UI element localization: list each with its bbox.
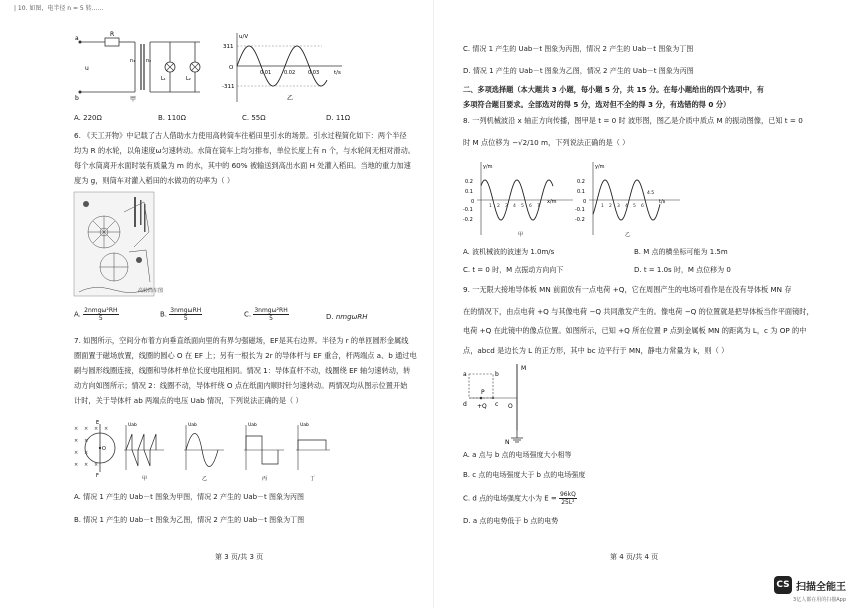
scanner-logo-icon: CS [774,576,792,594]
svg-text:0: 0 [471,199,475,205]
q5-option-a[interactable]: A. 220Ω [74,114,102,122]
scanner-watermark [774,576,846,603]
q8-wave-graph [463,160,578,240]
svg-text:×: × [74,438,79,444]
svg-text:3: 3 [505,204,508,209]
q9-line-2: 在的情况下，由点电荷 +Q 与其像电荷 −Q 共同激发产生的。像电荷 −Q 的位置就是把导体板当作平面镜时， [463,307,814,316]
svg-text:Uab: Uab [128,423,137,428]
svg-text:O: O [229,65,234,71]
svg-text:d: d [463,401,467,408]
svg-text:L₂: L₂ [186,76,191,82]
q8-option-b[interactable]: B. M 点的横坐标可能为 1.5m [634,248,728,256]
svg-text:×: × [104,426,109,432]
q8-vibration-graph [575,160,685,240]
svg-text:n₂: n₂ [146,58,152,64]
svg-text:y/m: y/m [595,164,605,170]
q5-voltage-graph [222,30,352,105]
top-fragment: | 10. 如图，电半径 n = 5 转…… [14,5,104,12]
svg-text:高转筒车图: 高转筒车图 [138,288,164,294]
svg-text:乙: 乙 [202,476,208,482]
svg-text:0.2: 0.2 [577,179,585,185]
svg-text:甲: 甲 [518,232,524,238]
svg-text:2: 2 [497,204,500,209]
q9-line-4: 点，abcd 是边长为 L 的正方形，其中 bc 边平行于 MN，静电力常量为 k，则（ ） [463,346,729,355]
section2-line-2: 多项符合题目要求。全部选对的得 5 分，选对但不全的得 3 分，有选错的得 0 分） [463,100,731,109]
svg-text:×: × [94,462,99,468]
svg-text:-311: -311 [222,84,235,90]
q8-option-d[interactable]: D. t = 1.0s 时，M 点位移为 0 [634,266,731,274]
svg-text:乙: 乙 [625,232,631,238]
svg-text:×: × [84,426,89,432]
svg-text:2: 2 [609,204,612,209]
svg-text:311: 311 [223,44,234,50]
svg-text:O: O [102,446,106,452]
svg-text:a: a [75,35,79,42]
q6-option-a[interactable]: A. 2nmgω²RH 5 [74,307,118,322]
svg-text:甲: 甲 [142,476,148,482]
svg-text:R: R [110,31,115,38]
svg-text:F: F [96,473,99,479]
svg-text:丙: 丙 [262,476,268,482]
q6-option-d[interactable]: D. nmgωRH [326,313,368,321]
svg-text:0: 0 [583,199,587,205]
svg-text:1: 1 [601,204,604,209]
section2-line-1: 二、多项选择题（本大题共 3 小题，每小题 5 分，共 15 分。在每小题给出的四个选项中，有 [463,85,764,94]
q7-line-1: 7. 如图所示，空间分布着方向垂直纸面向里的有界匀强磁场，EF是其右边界。半径为 r 的单匝圆形金属线 [74,336,409,345]
svg-text:6: 6 [529,204,532,209]
q7-line-5: 计时，关于导体杆 ab 两端点的电压 Uab 情况，下列说法正确的是（ ） [74,396,303,405]
svg-text:4: 4 [513,204,516,209]
svg-text:0.1: 0.1 [577,189,585,195]
q9-figure [463,360,553,446]
svg-text:-0.1: -0.1 [575,207,585,213]
footer-left: 第 3 页/共 3 页 [215,553,264,561]
svg-text:t/s: t/s [659,199,666,205]
q6-option-b[interactable]: B. 3nmgωRH 5 [160,307,202,322]
svg-text:-0.2: -0.2 [463,217,473,223]
svg-text:b: b [495,371,499,378]
q6-line-4: 度为 g，则筒车对灌入稻田的水做功的功率为（ ） [74,176,235,185]
svg-text:4.5: 4.5 [647,191,655,196]
q7-line-3: 刷与圆形线圈连接，线圈和导体杆单位长度电阻相同。情况 1：导体直杆不动，线圈绕 EF 轴匀速转动，转 [74,366,411,375]
q6-line-3: 每个水筒离开水面时装有质量为 m 的水，其中的 60% 被输送到高出水面 H 处灌入稻田。当地的重力加速 [74,161,411,170]
svg-text:u: u [85,65,89,72]
svg-text:×: × [84,438,89,444]
svg-text:0.2: 0.2 [465,179,473,185]
svg-text:×: × [84,462,89,468]
svg-text:c: c [495,401,499,408]
q9-option-a[interactable]: A. a 点与 b 点的电场强度大小相等 [463,451,572,459]
svg-text:Uab: Uab [188,423,197,428]
svg-text:x/m: x/m [547,199,557,205]
q5-circuit-figure [75,32,205,102]
svg-text:a: a [463,371,467,378]
svg-text:乙: 乙 [287,95,294,102]
svg-text:Uab: Uab [248,423,257,428]
q7-line-2: 圈面置于磁场放置，线圈的圆心 O 在 EF 上；另有一根长为 2r 的导体杆与 EF 重合，杆两端点 a、b 通过电 [74,351,417,360]
q6-line-2: 均为 R 的水轮，以角速度ω匀速转动。水筒在筒车上均匀排布，单位长度上有 n 个，与水轮间无相对滑动。 [74,146,415,155]
svg-text:×: × [84,450,89,456]
q8-option-a[interactable]: A. 波机械波的波速为 1.0m/s [463,248,555,256]
svg-text:×: × [74,426,79,432]
svg-text:u/V: u/V [239,34,249,40]
svg-text:N: N [505,439,510,446]
q7-option-a[interactable]: A. 情况 1 产生的 Uab－t 图象为甲图，情况 2 产生的 Uab－t 图象为丙图 [74,493,305,501]
svg-text:×: × [74,450,79,456]
svg-text:t/s: t/s [334,70,341,76]
svg-text:E: E [96,420,100,426]
svg-text:4: 4 [625,204,628,209]
q7-field-figure [74,420,115,479]
svg-text:P: P [481,389,485,396]
q8-line-1: 8. 一列机械波沿 x 轴正方向传播，图甲是 t = 0 时 波形图，图乙是介质中质点 M 的振动图像，已知 t = 0 [463,116,803,125]
q7-option-b[interactable]: B. 情况 1 产生的 Uab－t 图象为乙图，情况 2 产生的 Uab－t 图象为丁图 [74,516,305,524]
svg-text:+Q: +Q [477,403,487,410]
svg-text:n₁: n₁ [130,58,136,64]
q6-option-c[interactable]: C. 3nmgω²RH 5 [244,307,288,322]
fold-line [433,0,434,608]
q7-figures [72,420,332,482]
resistor-R [105,38,119,46]
q5-option-c[interactable]: C. 55Ω [242,114,266,122]
scanner-app-name: 扫描全能王 [796,581,846,593]
svg-text:6: 6 [641,204,644,209]
q9-option-c[interactable]: C. d 点的电场强度大小为 E = $\frac{96kQ}{\text{25L²}}$ [463,491,576,506]
q9-option-d[interactable]: D. a 点的电势低于 b 点的电势 [463,517,559,525]
q6-waterwheel-image [74,192,164,296]
svg-text:0.03: 0.03 [308,70,320,76]
svg-text:0.01: 0.01 [260,70,272,76]
svg-text:O: O [508,403,513,410]
q8-line-2: 时 M 点位移为 −√2/10 m，下列说法正确的是（ ） [463,138,630,147]
svg-text:丁: 丁 [310,476,316,482]
q6-line-1: 6. 《天工开物》中记载了古人借助水力使用高转筒车往稻田里引水的场景。引水过程简化如下：两个半径 [74,131,407,140]
q7-option-c[interactable]: C. 情况 1 产生的 Uab－t 图象为丙图，情况 2 产生的 Uab－t 图象为丁图 [463,45,694,53]
q5-option-d[interactable]: D. 11Ω [326,114,351,122]
q7-line-4: 动方向如图所示；情况 2：线圈不动，导体杆绕 O 点在纸面内顺时针匀速转动。两情况均从图示位置开始 [74,381,408,390]
svg-text:M: M [521,365,527,372]
svg-text:3: 3 [617,204,620,209]
svg-text:-0.1: -0.1 [463,207,473,213]
svg-text:Uab: Uab [300,423,309,428]
svg-text:L₁: L₁ [161,76,166,82]
q9-option-b[interactable]: B. c 点的电场强度大于 b 点的电场强度 [463,471,586,479]
scanner-slogan: 3亿人都在用的扫描App [793,597,846,603]
svg-text:1: 1 [489,204,492,209]
svg-text:5: 5 [521,204,524,209]
q7-option-d[interactable]: D. 情况 1 产生的 Uab－t 图象为乙图，情况 2 产生的 Uab－t 图象为丙图 [463,67,694,75]
svg-text:×: × [74,462,79,468]
svg-text:甲: 甲 [130,96,137,103]
q9-line-1: 9. 一无限大接地导体板 MN 前面放有一点电荷 +Q，它在周围产生的电场可看作是在没有导体板 MN 存 [463,285,792,294]
svg-text:7: 7 [537,204,540,209]
svg-text:-0.2: -0.2 [575,217,585,223]
svg-text:×: × [94,426,99,432]
q9-line-3: 电荷 +Q 在此镜中的像点位置。如图所示，已知 +Q 所在位置 P 点到金属板 MN 的距离为 L，c 为 OP 的中 [463,326,807,335]
svg-text:b: b [75,95,79,102]
svg-text:5: 5 [633,204,636,209]
svg-text:0.02: 0.02 [284,70,296,76]
footer-right: 第 4 页/共 4 页 [610,553,659,561]
svg-text:y/m: y/m [483,164,493,170]
svg-text:0.1: 0.1 [465,189,473,195]
q5-option-b[interactable]: B. 110Ω [158,114,186,122]
q8-option-c[interactable]: C. t = 0 时，M 点振动方向向下 [463,266,564,274]
